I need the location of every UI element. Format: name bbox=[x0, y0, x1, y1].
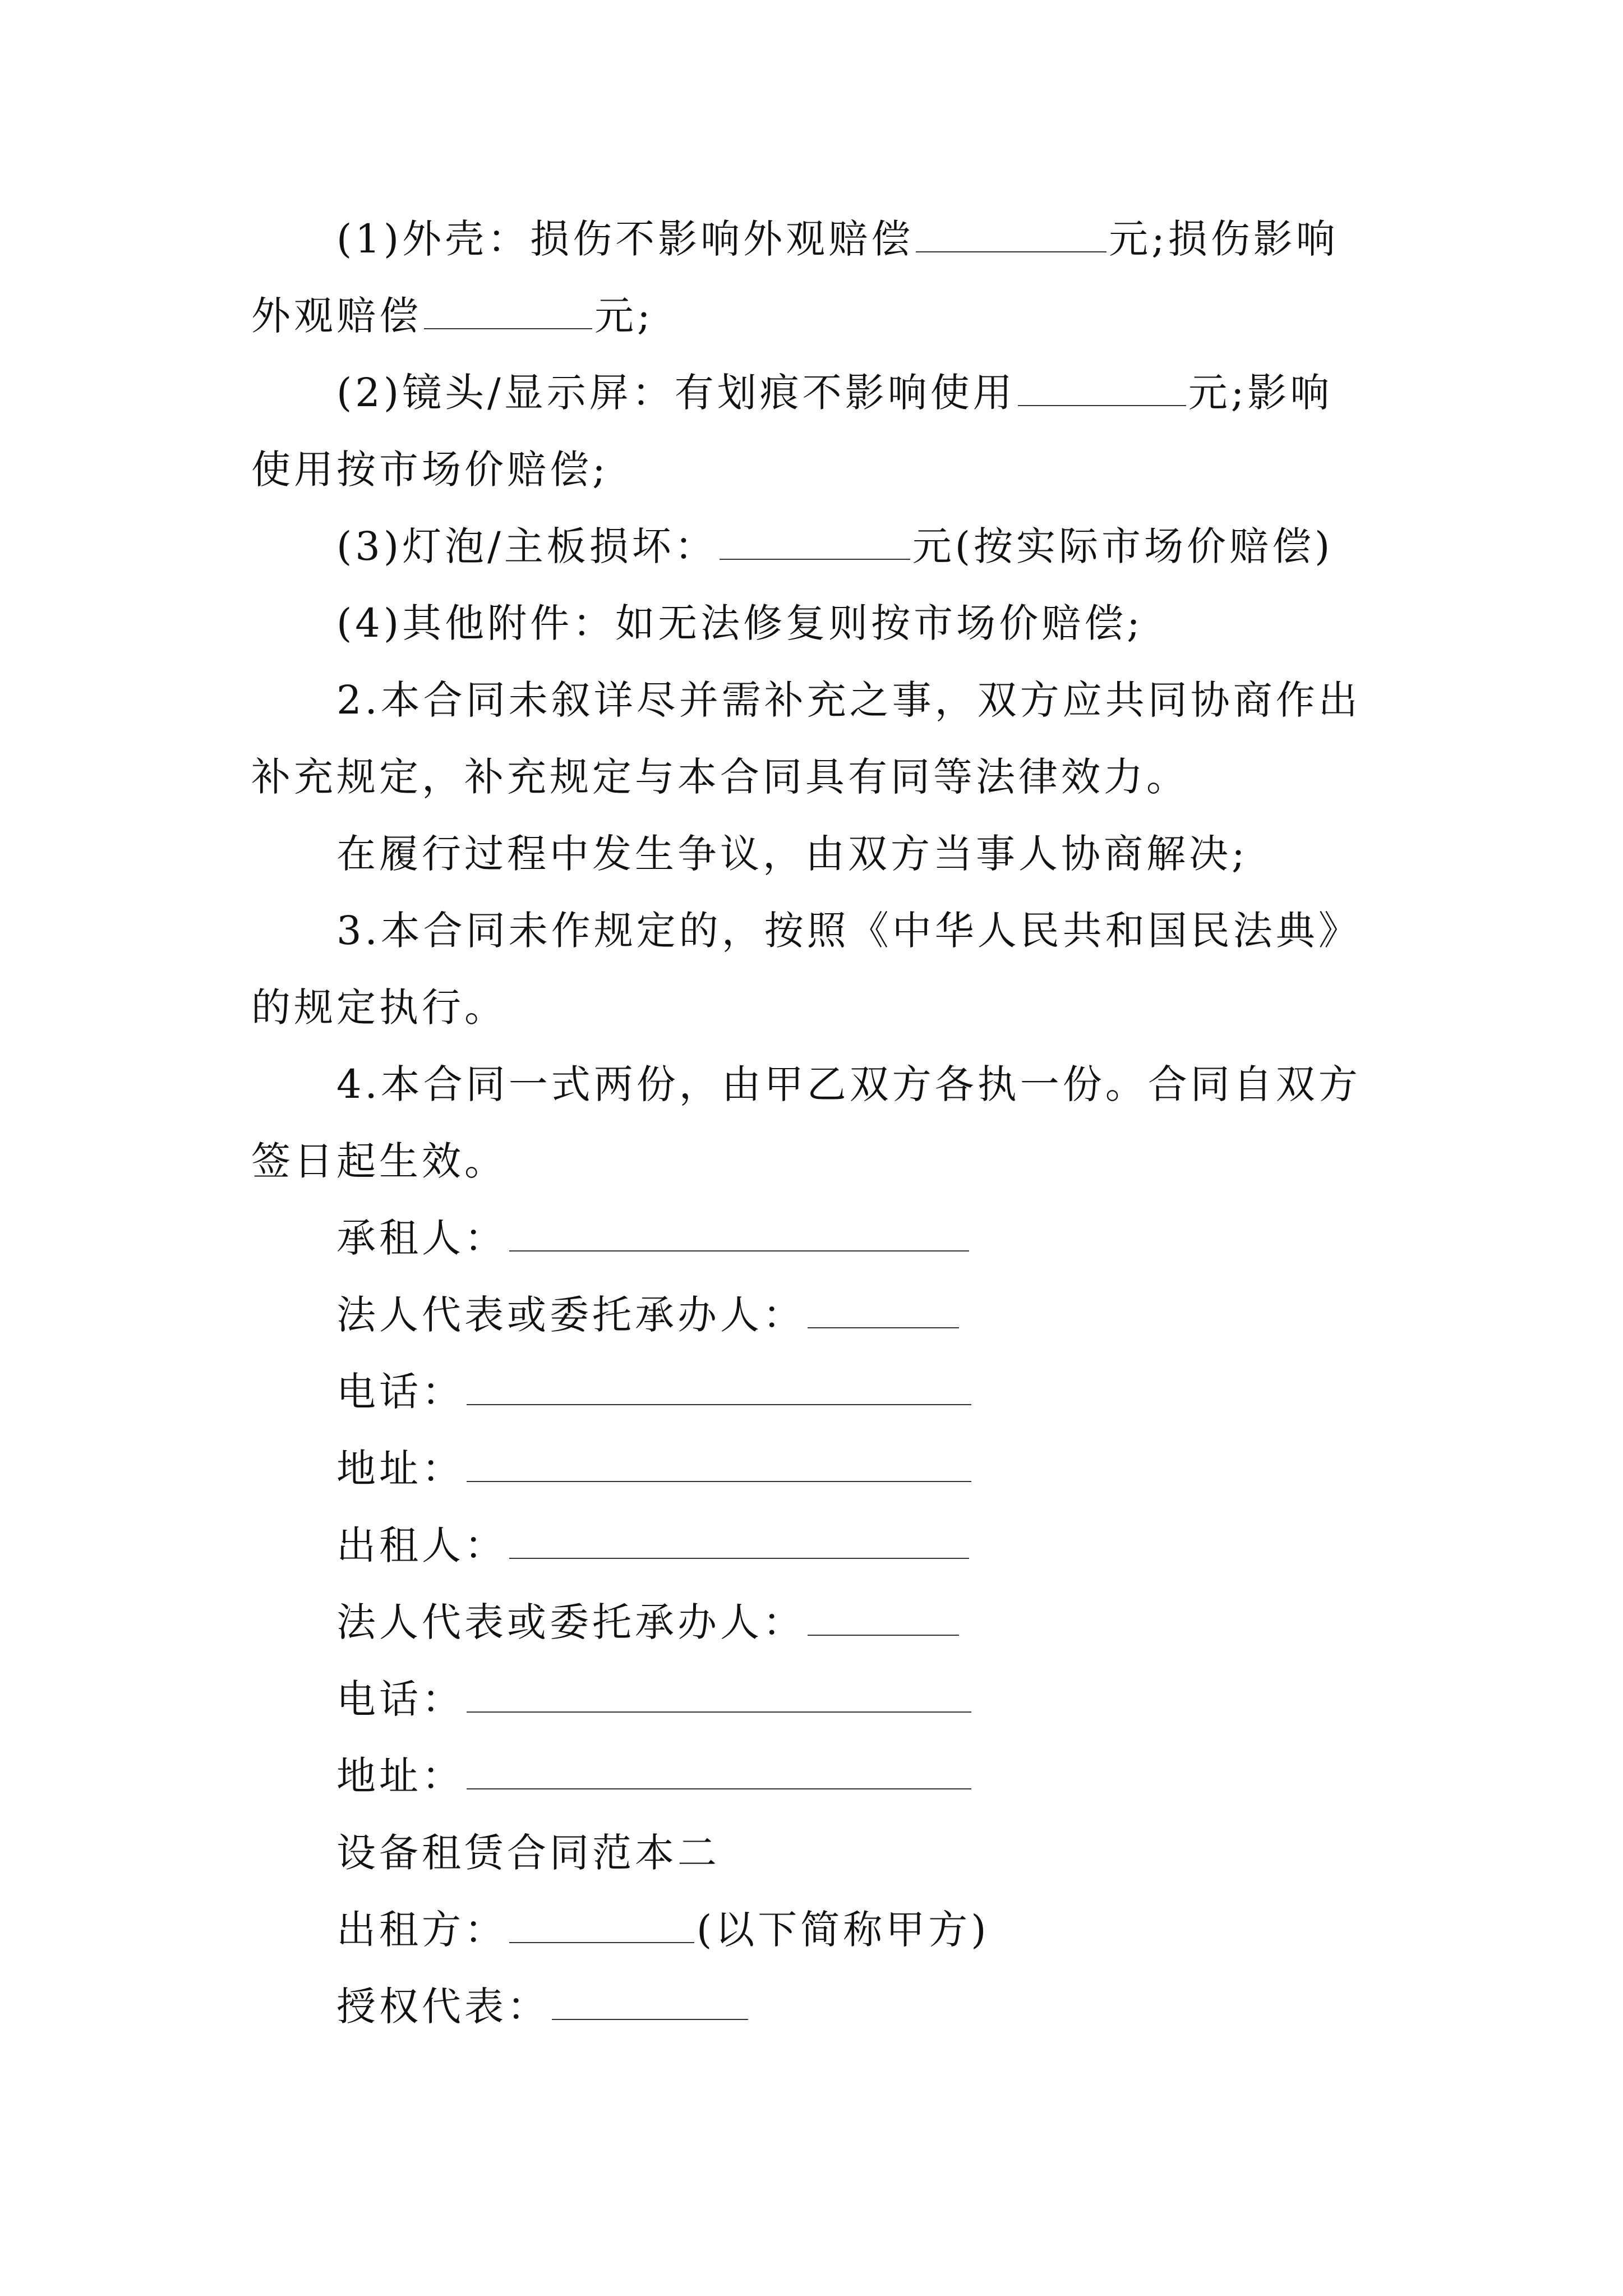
clause-2-line-1 bbox=[336, 365, 1332, 421]
article-3-text-a: 3.本合同未作规定的，按照《中华人民共和国民法典》 bbox=[336, 908, 1361, 954]
lessor-party-field[interactable] bbox=[509, 1906, 694, 1943]
dispute-line bbox=[336, 826, 1248, 882]
clause-2-line-2 bbox=[251, 441, 609, 498]
blank-field[interactable] bbox=[424, 292, 592, 329]
lessor-party-line bbox=[336, 1902, 990, 1958]
clause-4-text: (4)其他附件：如无法修复则按市场价赔偿; bbox=[336, 600, 1144, 646]
lessor-address-label: 地址： bbox=[336, 1753, 464, 1799]
dispute-text: 在履行过程中发生争议，由双方当事人协商解决; bbox=[336, 831, 1248, 877]
article-2-text-b: 补充规定，补充规定与本合同具有同等法律效力。 bbox=[251, 754, 1189, 800]
article-2-line-1 bbox=[336, 672, 1361, 728]
lessee-address-line bbox=[336, 1441, 974, 1497]
clause-4-line bbox=[336, 595, 1144, 651]
lessor-phone-label: 电话： bbox=[336, 1676, 464, 1722]
lessee-rep-label: 法人代表或委托承办人： bbox=[336, 1292, 805, 1338]
lessee-rep-field[interactable] bbox=[808, 1291, 959, 1328]
lessor-rep-label: 法人代表或委托承办人： bbox=[336, 1599, 805, 1645]
lessee-label: 承租人： bbox=[336, 1215, 507, 1261]
lessee-rep-line bbox=[336, 1287, 961, 1343]
clause-1-line-1 bbox=[336, 211, 1339, 267]
clause-1-text-c: 外观赔偿 bbox=[251, 293, 422, 339]
lessee-field[interactable] bbox=[509, 1214, 969, 1251]
authorized-rep-label: 授权代表： bbox=[336, 1984, 550, 2030]
clause-3-text-b: 元(按实际市场价赔偿) bbox=[912, 523, 1334, 569]
article-4-text-b: 签日起生效。 bbox=[251, 1138, 507, 1184]
blank-field[interactable] bbox=[1018, 369, 1186, 406]
article-3-text-b: 的规定执行。 bbox=[251, 984, 507, 1030]
clause-1-text-d: 元; bbox=[594, 293, 654, 339]
authorized-rep-line bbox=[336, 1978, 750, 2035]
clause-2-text-a: (2)镜头/显示屏：有划痕不影响使用 bbox=[336, 370, 1016, 416]
lessee-address-field[interactable] bbox=[467, 1445, 971, 1482]
lessor-phone-field[interactable] bbox=[467, 1676, 971, 1713]
lessee-line bbox=[336, 1210, 971, 1266]
lessee-phone-label: 电话： bbox=[336, 1369, 464, 1415]
lessor-phone-line bbox=[336, 1671, 974, 1727]
lessor-party-note: (以下简称甲方) bbox=[697, 1907, 990, 1953]
blank-field[interactable] bbox=[916, 215, 1106, 252]
lessee-address-label: 地址： bbox=[336, 1446, 464, 1492]
lessee-phone-line bbox=[336, 1364, 974, 1420]
article-4-line-1 bbox=[336, 1056, 1361, 1112]
article-4-text-a: 4.本合同一式两份，由甲乙双方各执一份。合同自双方 bbox=[336, 1061, 1361, 1107]
blank-field[interactable] bbox=[720, 523, 910, 560]
clause-3-text-a: (3)灯泡/主板损坏： bbox=[336, 523, 717, 569]
article-3-line-1 bbox=[336, 903, 1361, 959]
lessor-field[interactable] bbox=[509, 1522, 969, 1559]
lessee-phone-field[interactable] bbox=[467, 1368, 971, 1405]
lessor-address-field[interactable] bbox=[467, 1752, 971, 1789]
lessor-line bbox=[336, 1517, 971, 1573]
article-4-line-2 bbox=[251, 1133, 507, 1189]
clause-1-text-a: (1)外壳：损伤不影响外观赔偿 bbox=[336, 216, 914, 262]
lessor-address-line bbox=[336, 1748, 974, 1804]
template-2-heading-text: 设备租赁合同范本二 bbox=[336, 1830, 720, 1876]
lessor-label: 出租人： bbox=[336, 1522, 507, 1568]
lessor-rep-line bbox=[336, 1594, 961, 1650]
template-2-heading bbox=[336, 1825, 720, 1881]
article-2-line-2 bbox=[251, 749, 1189, 805]
article-3-line-2 bbox=[251, 979, 507, 1036]
authorized-rep-field[interactable] bbox=[552, 1983, 748, 2020]
clause-2-text-b: 元;影响 bbox=[1188, 370, 1333, 416]
lessor-rep-field[interactable] bbox=[808, 1599, 959, 1636]
article-2-text-a: 2.本合同未叙详尽并需补充之事，双方应共同协商作出 bbox=[336, 677, 1361, 723]
clause-2-text-c: 使用按市场价赔偿; bbox=[251, 447, 609, 493]
clause-1-line-2 bbox=[251, 288, 654, 344]
clause-3-line bbox=[336, 518, 1333, 574]
lessor-party-label: 出租方： bbox=[336, 1907, 507, 1953]
clause-1-text-b: 元;损伤影响 bbox=[1109, 216, 1339, 262]
